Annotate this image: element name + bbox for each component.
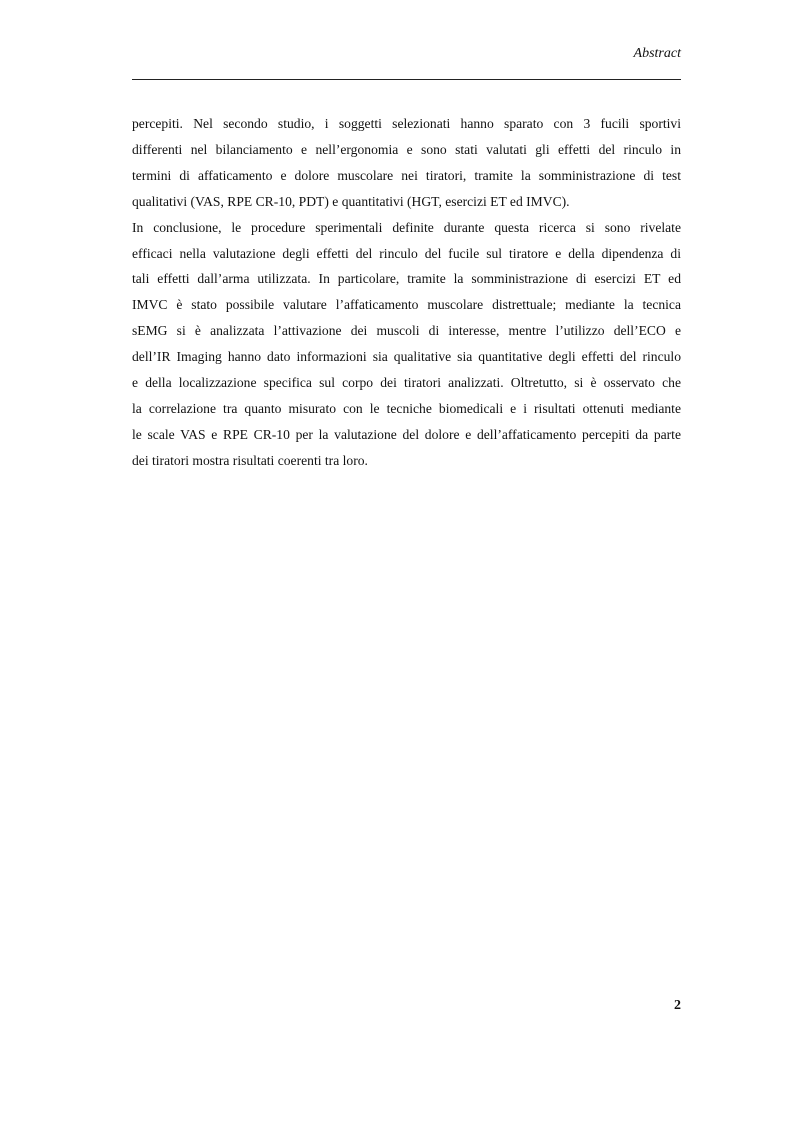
text-line: la correlazione tra quanto misurato con le tecniche biomedicali e i risultati ottenuti mediante: [132, 400, 681, 416]
abstract-body: [132, 111, 681, 474]
abstract-paragraph-2: [132, 215, 681, 474]
text-line: qualitativi (VAS, RPE CR-10, PDT) e quantitativi (HGT, esercizi ET ed IMVC).: [132, 193, 570, 209]
text-line: sEMG si è analizzata l’attivazione dei muscoli di interesse, mentre l’utilizzo dell’ECO e: [132, 323, 681, 339]
text-line: percepiti. Nel secondo studio, i soggetti selezionati hanno sparato con 3 fucili sportivi: [132, 116, 681, 131]
text-line: tali effetti dall’arma utilizzata. In particolare, tramite la somministrazione di esercizi ET ed: [132, 271, 681, 287]
text-line: le scale VAS e RPE CR-10 per la valutazione del dolore e dell’affaticamento percepiti da parte: [132, 426, 681, 442]
text-line: dell’IR Imaging hanno dato informazioni sia qualitative sia quantitative degli effetti del rinculo: [132, 349, 681, 365]
text-line: differenti nel bilanciamento e nell’ergonomia e sono stati valutati gli effetti del rinculo in: [132, 141, 681, 157]
text-line: efficaci nella valutazione degli effetti del rinculo del fucile sul tiratore e della dipendenza di: [132, 245, 681, 261]
page-number: 2: [674, 998, 681, 1013]
text-line: In conclusione, le procedure sperimentali definite durante questa ricerca si sono rivelate: [132, 219, 681, 235]
text-line: e della localizzazione specifica sul corpo dei tiratori analizzati. Oltretutto, si è osservato che: [132, 375, 681, 391]
text-line: IMVC è stato possibile valutare l’affaticamento muscolare distrettuale; mediante la tecnica: [132, 297, 681, 313]
header-divider: [132, 79, 681, 80]
text-line: termini di affaticamento e dolore muscolare nei tiratori, tramite la somministrazione di test: [132, 167, 681, 183]
text-line: dei tiratori mostra risultati coerenti tra loro.: [132, 452, 368, 468]
running-header-title: Abstract: [633, 46, 681, 61]
abstract-paragraph-1: [132, 111, 681, 215]
